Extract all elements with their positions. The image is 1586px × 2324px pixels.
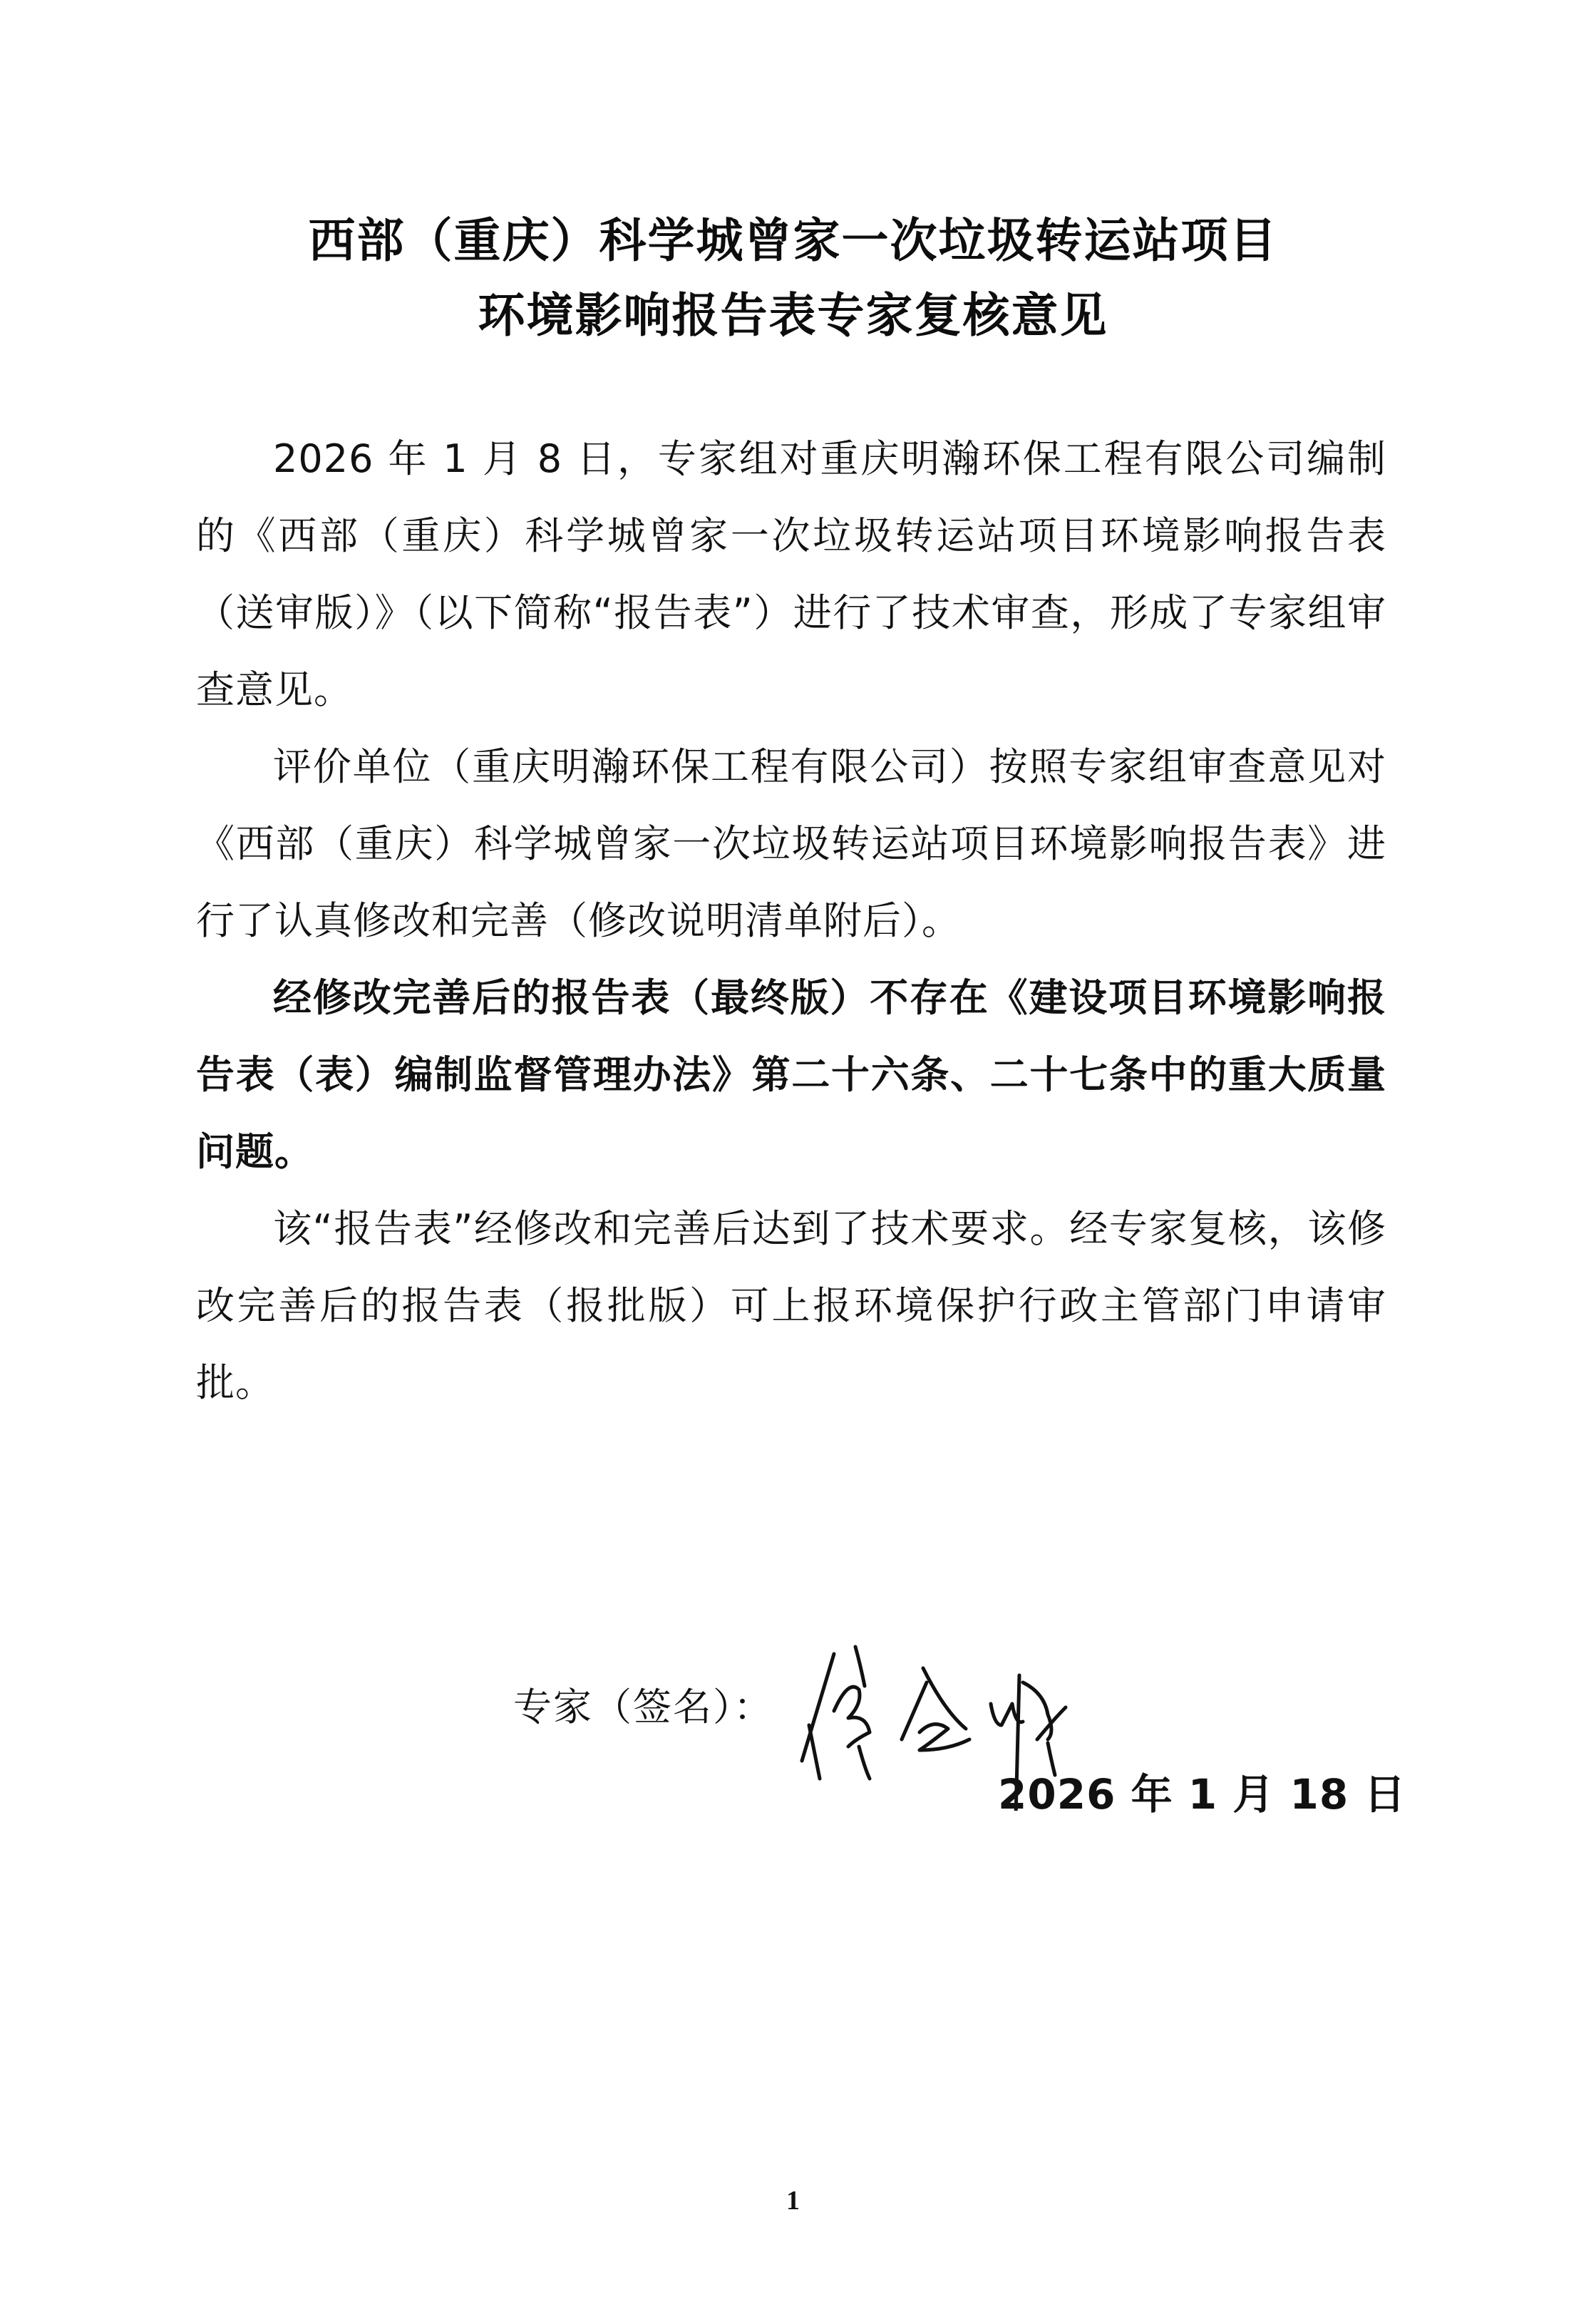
paragraph-text: 评价单位（重庆明瀚环保工程有限公司）按照专家组审查意见对《西部（重庆）科学城曾家一次垃圾转运站项目环境影响报告表》进行了认真修改和完善（修改说明清单附后）。 [196, 744, 1386, 943]
paragraph-quality-statement [196, 960, 1386, 1191]
document-title-line-2: 环境影响报告表专家复核意见 [478, 288, 1108, 343]
paragraph-text: 2026 年 1 月 8 日，专家组对重庆明瀚环保工程有限公司编制的《西部（重庆）科学城曾家一次垃圾转运站项目环境影响报告表（送审版）》（以下简称“报告表”）进行了技术审查，形成了专家组审查意见。 [196, 436, 1386, 712]
paragraph-text: 该“报告表”经修改和完善后达到了技术要求。经专家复核，该修改完善后的报告表（报批版）可上报环境保护行政主管部门申请审批。 [196, 1206, 1386, 1405]
paragraph-approval-conclusion [196, 1191, 1386, 1421]
signature-label: 专家（签名）： [513, 1684, 773, 1729]
page-number: 1 [786, 2186, 800, 2216]
document-title-line-1: 西部（重庆）科学城曾家一次垃圾转运站项目 [308, 213, 1278, 268]
paragraph-text: 经修改完善后的报告表（最终版）不存在《建设项目环境影响报告表（表）编制监督管理办法》第二十六条、二十七条中的重大质量问题。 [196, 975, 1386, 1174]
signature-block [513, 1633, 1137, 1775]
signature-date: 2026 年 1 月 18 日 [998, 1770, 1406, 1819]
paragraph-revision-note [196, 729, 1386, 960]
paragraph-review-summary [196, 421, 1386, 729]
